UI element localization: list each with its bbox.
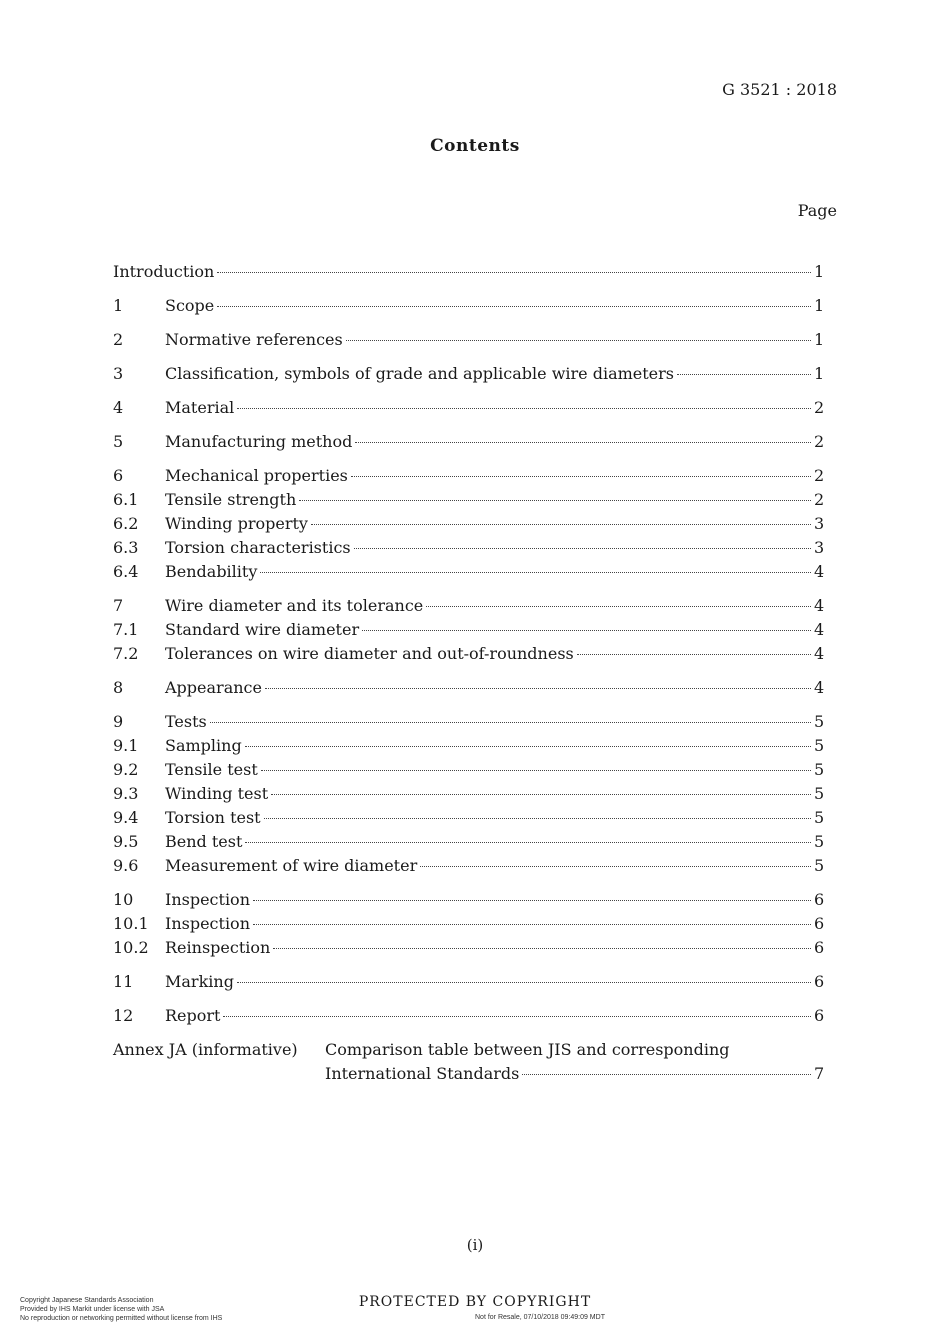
toc-entry[interactable]: [113, 914, 824, 938]
dot-leader: [273, 948, 811, 949]
toc-entry-page: 2: [814, 466, 825, 485]
toc-entry-number: 10.2: [113, 938, 149, 957]
toc-entry-page: 3: [814, 538, 825, 557]
toc-entry[interactable]: [113, 364, 824, 388]
dot-leader: [210, 722, 811, 723]
toc-entry-label: Reinspection: [165, 938, 271, 957]
toc-entry-page: 2: [814, 490, 825, 509]
dot-leader: [677, 374, 811, 375]
toc-entry-page: 6: [814, 914, 825, 933]
dot-leader: [253, 900, 811, 901]
copyright-line: No reproduction or networking permitted without license from IHS: [20, 1315, 223, 1322]
toc-entry-page: 4: [814, 644, 825, 663]
annex-entry[interactable]: [113, 1040, 824, 1088]
toc-entry-number: 9.5: [113, 832, 139, 851]
toc-entry[interactable]: [113, 784, 824, 808]
toc-entry-page: 5: [814, 760, 825, 779]
toc-entry-page: 5: [814, 736, 825, 755]
dot-leader: [420, 866, 811, 867]
toc-entry-number: 6.2: [113, 514, 139, 533]
annex-page: 7: [814, 1064, 825, 1083]
toc-entry[interactable]: [113, 538, 824, 562]
toc-entry-label: Sampling: [165, 736, 242, 755]
toc-entry-number: 9.2: [113, 760, 139, 779]
dot-leader: [351, 476, 811, 477]
toc-entry-page: 2: [814, 432, 825, 451]
table-of-contents: [113, 262, 824, 1088]
dot-leader: [223, 1016, 811, 1017]
toc-entry-page: 5: [814, 784, 825, 803]
toc-entry-page: 1: [814, 330, 825, 349]
dot-leader: [354, 548, 811, 549]
toc-entry[interactable]: [113, 972, 824, 996]
toc-entry-page: 5: [814, 808, 825, 827]
dot-leader: [271, 794, 811, 795]
toc-entry[interactable]: [113, 296, 824, 320]
dot-leader: [362, 630, 811, 631]
toc-entry[interactable]: [113, 596, 824, 620]
toc-entry-label: Appearance: [165, 678, 262, 697]
toc-entry-number: 9.3: [113, 784, 139, 803]
toc-entry-number: 6: [113, 466, 124, 485]
toc-entry[interactable]: [113, 938, 824, 962]
toc-entry-number: 1: [113, 296, 124, 315]
toc-entry-label: Standard wire diameter: [165, 620, 360, 639]
dot-leader: [261, 770, 811, 771]
dot-leader: [311, 524, 811, 525]
toc-entry-page: 6: [814, 972, 825, 991]
annex-title-line2: International Standards: [325, 1064, 520, 1083]
dot-leader: [522, 1074, 811, 1075]
toc-entry-label: Tensile test: [165, 760, 258, 779]
toc-entry-page: 5: [814, 832, 825, 851]
toc-entry-page: 5: [814, 712, 825, 731]
toc-entry-label: Wire diameter and its tolerance: [165, 596, 424, 615]
dot-leader: [355, 442, 811, 443]
toc-entry-number: 11: [113, 972, 134, 991]
dot-leader: [237, 408, 811, 409]
toc-entry[interactable]: [113, 1006, 824, 1030]
toc-entry-number: 4: [113, 398, 124, 417]
toc-entry[interactable]: [113, 712, 824, 736]
page-title: Contents: [430, 136, 520, 156]
toc-entry-page: 4: [814, 596, 825, 615]
dot-leader: [264, 818, 811, 819]
toc-entry-number: 7.1: [113, 620, 139, 639]
toc-entry-label: Tests: [165, 712, 207, 731]
toc-entry[interactable]: [113, 890, 824, 914]
toc-entry[interactable]: [113, 330, 824, 354]
toc-entry-label: Inspection: [165, 914, 250, 933]
toc-entry-number: 6.1: [113, 490, 139, 509]
dot-leader: [245, 842, 811, 843]
toc-entry-page: 6: [814, 938, 825, 957]
toc-entry[interactable]: [113, 514, 824, 538]
dot-leader: [299, 500, 811, 501]
toc-entry[interactable]: [113, 736, 824, 760]
toc-entry-page: 5: [814, 856, 825, 875]
toc-entry[interactable]: [113, 620, 824, 644]
copyright-line: Provided by IHS Markit under license with JSA: [20, 1306, 165, 1313]
toc-entry-number: 6.4: [113, 562, 139, 581]
toc-entry-number: 8: [113, 678, 124, 697]
toc-entry-number: 10.1: [113, 914, 149, 933]
toc-entry[interactable]: [113, 490, 824, 514]
toc-entry-number: 2: [113, 330, 124, 349]
dot-leader: [346, 340, 811, 341]
toc-entry[interactable]: [113, 644, 824, 668]
toc-entry-page: 4: [814, 678, 825, 697]
toc-entry-label: Material: [165, 398, 235, 417]
toc-entry-page: 4: [814, 562, 825, 581]
dot-leader: [265, 688, 811, 689]
dot-leader: [260, 572, 811, 573]
toc-entry-number: 7: [113, 596, 124, 615]
protected-by-copyright: PROTECTED BY COPYRIGHT: [358, 1294, 592, 1310]
annex-prefix: Annex JA (informative): [113, 1040, 298, 1059]
annex-title-line1: Comparison table between JIS and corresponding: [325, 1040, 730, 1059]
toc-entry[interactable]: [113, 398, 824, 422]
page-column-header: Page: [797, 201, 837, 220]
toc-entry-number: 3: [113, 364, 124, 383]
toc-entry-page: 3: [814, 514, 825, 533]
toc-entry[interactable]: [113, 562, 824, 586]
toc-entry-label: Torsion characteristics: [165, 538, 351, 557]
dot-leader: [577, 654, 811, 655]
toc-entry-label: Introduction: [113, 262, 215, 281]
dot-leader: [426, 606, 811, 607]
toc-entry[interactable]: [113, 808, 824, 832]
toc-entry-label: Scope: [165, 296, 215, 315]
toc-entry-number: 7.2: [113, 644, 139, 663]
not-for-resale-notice: Not for Resale, 07/10/2018 09:49:09 MDT: [475, 1314, 605, 1321]
toc-entry-page: 2: [814, 398, 825, 417]
toc-entry-number: 5: [113, 432, 124, 451]
toc-entry-page: 1: [814, 296, 825, 315]
toc-entry[interactable]: [113, 432, 824, 456]
toc-entry-label: Torsion test: [165, 808, 261, 827]
toc-entry-number: 10: [113, 890, 134, 909]
toc-entry-page: 6: [814, 1006, 825, 1025]
toc-entry-label: Measurement of wire diameter: [165, 856, 418, 875]
toc-entry[interactable]: [113, 678, 824, 702]
standard-id: G 3521 : 2018: [722, 80, 837, 99]
toc-entry-label: Inspection: [165, 890, 250, 909]
toc-entry-label: Normative references: [165, 330, 343, 349]
toc-entry-number: 12: [113, 1006, 134, 1025]
toc-entry-label: Classification, symbols of grade and applicable wire diameters: [165, 364, 674, 383]
toc-entry-label: Winding test: [165, 784, 269, 803]
copyright-line: Copyright Japanese Standards Association: [20, 1297, 154, 1304]
toc-entry-number: 9.6: [113, 856, 139, 875]
toc-entry-number: 9.4: [113, 808, 139, 827]
toc-entry-label: Tensile strength: [165, 490, 297, 509]
toc-entry-label: Tolerances on wire diameter and out-of-roundness: [165, 644, 574, 663]
toc-entry[interactable]: [113, 760, 824, 784]
toc-entry-label: Bendability: [165, 562, 258, 581]
toc-entry-label: Winding property: [165, 514, 308, 533]
toc-entry[interactable]: [113, 262, 824, 286]
toc-entry-page: 4: [814, 620, 825, 639]
toc-entry-label: Bend test: [165, 832, 243, 851]
page-number: (i): [466, 1236, 484, 1254]
toc-entry-page: 1: [814, 364, 825, 383]
toc-entry-page: 1: [814, 262, 825, 281]
toc-entry-label: Report: [165, 1006, 221, 1025]
toc-entry[interactable]: [113, 466, 824, 490]
dot-leader: [217, 272, 811, 273]
toc-entry-number: 6.3: [113, 538, 139, 557]
dot-leader: [217, 306, 811, 307]
toc-entry-label: Mechanical properties: [165, 466, 348, 485]
toc-entry-number: 9.1: [113, 736, 139, 755]
dot-leader: [237, 982, 811, 983]
toc-entry-number: 9: [113, 712, 124, 731]
toc-entry-label: Marking: [165, 972, 234, 991]
dot-leader: [253, 924, 811, 925]
toc-entry[interactable]: [113, 856, 824, 880]
toc-entry-page: 6: [814, 890, 825, 909]
toc-entry[interactable]: [113, 832, 824, 856]
dot-leader: [245, 746, 811, 747]
toc-entry-label: Manufacturing method: [165, 432, 353, 451]
